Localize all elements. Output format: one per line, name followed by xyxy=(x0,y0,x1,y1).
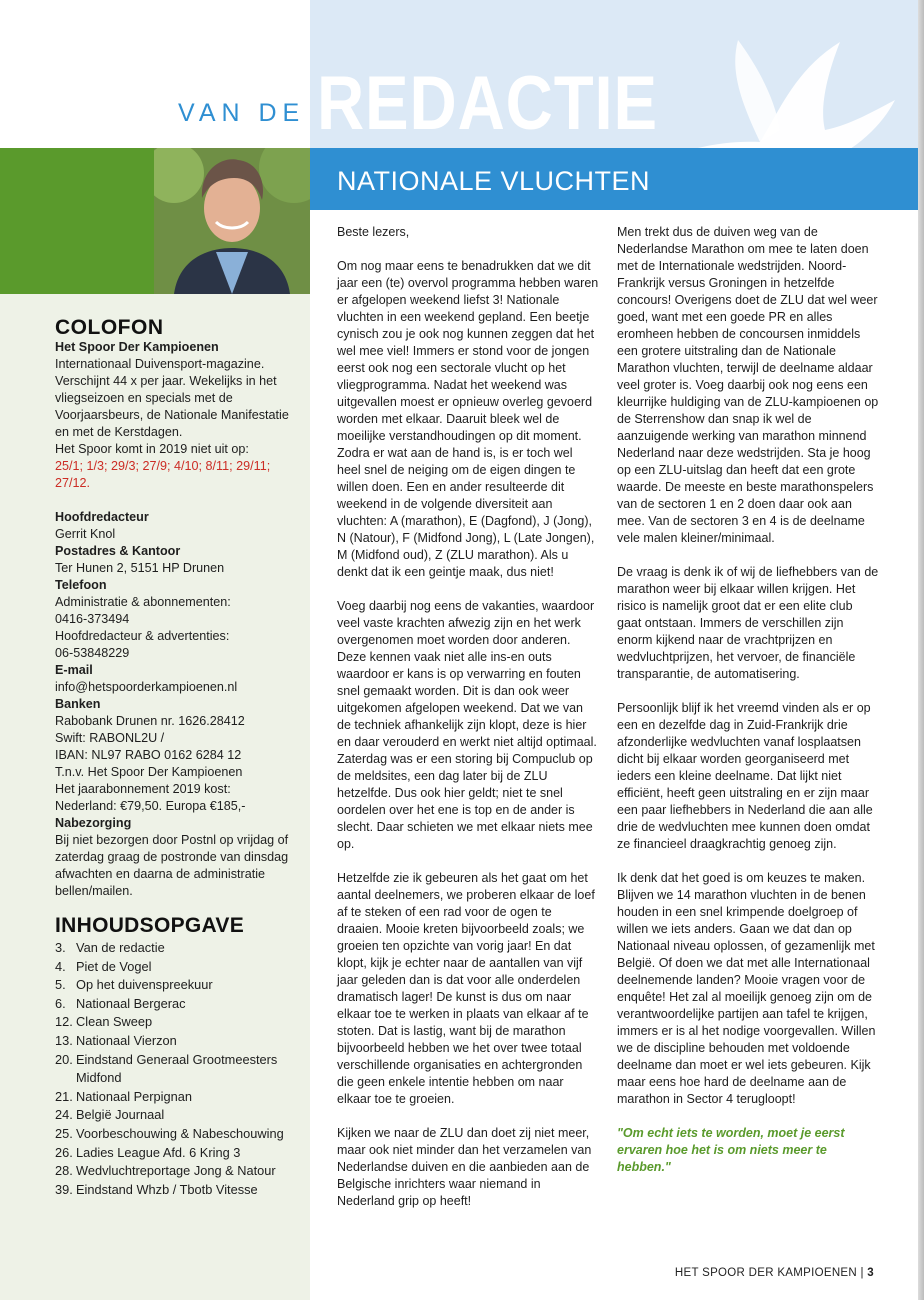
toc-item xyxy=(55,1125,310,1144)
toc-item xyxy=(55,1051,310,1088)
toc-item-number: 13. xyxy=(55,1032,73,1048)
toc-item-title: Nationaal Bergerac xyxy=(76,995,186,1011)
toc-item-number: 21. xyxy=(55,1088,73,1104)
publication-name: Het Spoor Der Kampioenen xyxy=(55,340,219,354)
toc-item-number: 4. xyxy=(55,958,66,974)
toc-item xyxy=(55,995,310,1014)
article-paragraph: Beste lezers, xyxy=(337,225,410,239)
subscription-note: Het jaarabonnement 2019 kost: xyxy=(55,782,231,796)
phone-editor-label: Hoofdredacteur & advertenties: xyxy=(55,629,230,643)
toc-item-number: 26. xyxy=(55,1144,73,1160)
editor-photo xyxy=(154,148,310,294)
article-paragraph: Ik denk dat het goed is om keuzes te maken. Blijven we 14 marathon vluchten in de benen houden in een snel krimpende doelgroep of willen we iets anders. Gaan we dat dan op Nationaal niveau oplossen, of gezamenlijk met België. Of doen we dat met alle Internationaal deelnemende landen? Mooie vragen voor de enquête! Het zal al moeilijk genoeg zijn om de verantwoordelijke partijen aan tafel te krijgen, immers er is al het nodige voorgevallen. Willen we de discipline behouden met voldoende deelname dan moet er wel iets gebeuren. Kijk maar eens hoe hard de deelname aan de marathon in Sector 4 terugloopt! xyxy=(617,871,876,1106)
toc-item xyxy=(55,939,310,958)
toc-item xyxy=(55,976,310,995)
phone-label: Telefoon xyxy=(55,578,107,592)
colofon-title: COLOFON xyxy=(55,316,164,339)
toc-item-title: Eindstand Generaal Grootmeesters Midfond xyxy=(76,1051,278,1086)
article-column-1 xyxy=(337,224,599,1227)
email-label: E-mail xyxy=(55,663,93,677)
email-address[interactable]: info@hetspoorderkampioenen.nl xyxy=(55,680,238,694)
article-column-2 xyxy=(617,224,879,1193)
green-accent-bar xyxy=(0,148,154,294)
subscription-prices: Nederland: €79,50. Europa €185,- xyxy=(55,799,246,813)
toc-item-title: Nationaal Vierzon xyxy=(76,1032,177,1048)
section-title: NATIONALE VLUCHTEN xyxy=(337,166,651,196)
toc-item xyxy=(55,1013,310,1032)
page-footer xyxy=(675,1267,874,1279)
phone-admin-label: Administratie & abonnementen: xyxy=(55,595,231,609)
toc-item xyxy=(55,1144,310,1163)
toc-item-title: Clean Sweep xyxy=(76,1014,153,1030)
toc-item xyxy=(55,1106,310,1125)
magazine-name: HET SPOOR DER KAMPIOENEN xyxy=(674,1267,857,1279)
page-number: 3 xyxy=(867,1267,874,1279)
toc-title: INHOUDSOPGAVE xyxy=(55,914,245,937)
article-paragraph: Kijken we naar de ZLU dan doet zij niet meer, maar ook niet minder dan het verzamelen van Nederlandse duiven en die aanbieden aan de Belgische inrichters waar niemand in Nederland grip op heeft! xyxy=(337,1126,592,1208)
delivery-label: Nabezorging xyxy=(55,816,132,830)
toc-item-number: 5. xyxy=(55,977,66,993)
toc-item-title: Piet de Vogel xyxy=(76,958,152,974)
editor-name: Gerrit Knol xyxy=(55,527,116,541)
column-heading xyxy=(178,61,714,146)
article-paragraph: De vraag is denk ik of wij de liefhebbers van de marathon weer bij elkaar willen krijgen. Het risico is namelijk groot dat er een elite club gaat ontstaan. Immers de verschillen zijn enorm kijkend naar de vrachtprijzen en wedvluchtprijzen, het vervoer, de financiële transparantie, de automatisering. xyxy=(617,565,879,681)
toc-item xyxy=(55,1032,310,1051)
toc-item-title: Op het duivenspreekuur xyxy=(76,977,213,993)
article-paragraph: Om nog maar eens te benadrukken dat we dit jaar een (te) overvol programma hebben waren er afgelopen weekend liefst 3! Nationale vluchten in een weekend gepland. Een beetje cynisch zou je ook nog kunnen zeggen dat het wel mee viel! Immers er stond voor de jongen eerst ook nog een sectorale vlucht op het vliegprogramma. Nadat het weekend was uitgevallen moest er opnieuw overleg gevoerd worden met elkaar. Daaruit bleek wel de moeilijke verstandhoudingen op dit moment. Zodra er wat aan de hand is, is er toch wel heel snel de neiging om de eigen dingen te willen doen. Een en ander resulteerde dit weekend in de volgende diversiteit aan vluchten: A (marathon), E (Dagfond), J (Jong), N (Natour), F (Midfond Jong), L (Late Jongen), M (Midfond oud), Z (ZLU marathon). Als u denkt dat ik een geintje maak, dus niet! xyxy=(337,259,599,579)
article-paragraph: Hetzelfde zie ik gebeuren als het gaat om het aantal deelnemers, we proberen elkaar de loef af te steken of een rad voor de ogen te draaien. Mooie kreten bijvoorbeeld zoals; we groeien ten opzichte van vorig jaar! En dat klopt, kijk je echter naar de aantallen van vijf jaar geleden dan is dat voor alle onderdelen dramatisch lager! De kunst is dus om naar elkaar toe te werken in plaats van elkaar af te stoten. Dat is lastig, want bij de marathon bijvoorbeeld hebben we het over twee totaal verschillende organisaties en achtergronden die geen enkele intentie hebben om naar elkaar toe te groeien. xyxy=(337,871,595,1106)
page-edge xyxy=(918,0,924,1300)
toc-item xyxy=(55,1162,310,1181)
toc-item xyxy=(55,958,310,977)
toc-item-number: 25. xyxy=(55,1125,73,1141)
toc-item-number: 28. xyxy=(55,1163,73,1179)
article-paragraph: Voeg daarbij nog eens de vakanties, waardoor veel vaste krachten afwezig zijn en het werk overgenomen moet worden door anderen. Deze kennen vaak niet alle ins-en outs waardoor er kans is op verwarring en fouten snel gemaakt worden. Dit is dan ook weer uitgekomen afgelopen weekend. Dat we van de techniek afhankelijk zijn klopt, deze is hier en daar verouderd en werkt niet altijd optimaal. Zaterdag was er een storing bij Compuclub op de meldsites, een dag later bij de ZLU hetzelfde. Dus ook hier geldt; niet te snel oordelen over het ene is top en de ander is slecht. Daar schieten we met elkaar niets mee op. xyxy=(337,599,597,851)
no-issue-dates: 25/1; 1/3; 29/3; 27/9; 4/10; 8/11; 29/11; 27/12. xyxy=(55,459,271,490)
toc-item-title: Voorbeschouwing & Nabeschouwing xyxy=(76,1125,284,1141)
heading-title: REDACTIE xyxy=(317,61,659,146)
publication-description: Internationaal Duivensport-magazine. Verschijnt 44 x per jaar. Wekelijks in het vliegseizoen en specials met de Voorjaarsbeurs, de Nationale Manifestatie en met de Kerstdagen. xyxy=(55,357,289,439)
toc-item-title: Eindstand Whzb / Tbotb Vitesse xyxy=(76,1181,258,1197)
bank-account: Rabobank Drunen nr. 1626.28412 xyxy=(55,714,245,728)
account-holder: T.n.v. Het Spoor Der Kampioenen xyxy=(55,765,243,779)
closing-quote: "Om echt iets te worden, moet je eerst ervaren hoe het is om niets meer te hebben." xyxy=(617,1126,845,1174)
article-paragraph: Persoonlijk blijf ik het vreemd vinden als er op een en dezelfde dag in Zuid-Frankrijk drie afzonderlijke wedvluchten vanaf losplaatsen dicht bij elkaar worden georganiseerd met ieders een kleine deelname. Dat lijkt niet efficiënt, heeft geen uitstraling en er zijn maar een paar liefhebbers in Nederland die aan alle drie de wedvluchten mee kunnen doen omdat ze financieel draagkrachtig genoeg zijn. xyxy=(617,701,873,851)
toc-item-number: 20. xyxy=(55,1051,73,1067)
toc-item-title: Van de redactie xyxy=(76,940,165,955)
toc-item-number: 24. xyxy=(55,1107,73,1123)
toc-item-number: 12. xyxy=(55,1014,73,1030)
address-label: Postadres & Kantoor xyxy=(55,544,181,558)
colofon-block xyxy=(55,339,305,900)
iban: IBAN: NL97 RABO 0162 6284 12 xyxy=(55,748,242,762)
toc-item-number: 39. xyxy=(55,1181,73,1197)
delivery-text: Bij niet bezorgen door Postnl op vrijdag of zaterdag graag de postronde van dinsdag afwachten en daarna de administratie bellen/mailen. xyxy=(55,833,289,898)
phone-admin: 0416-373494 xyxy=(55,612,130,626)
toc-item xyxy=(55,1181,310,1200)
editor-label: Hoofdredacteur xyxy=(55,510,149,524)
banks-label: Banken xyxy=(55,697,101,711)
swift-code: Swift: RABONL2U / xyxy=(55,731,165,745)
no-issue-note: Het Spoor komt in 2019 niet uit op: xyxy=(55,442,249,456)
toc-item-title: België Journaal xyxy=(76,1107,165,1123)
toc-item-number: 3. xyxy=(55,940,66,955)
footer-separator: | xyxy=(860,1267,864,1279)
article-paragraph: Men trekt dus de duiven weg van de Nederlandse Marathon om mee te laten doen met de Internationale wedstrijden. Noord-Frankrijk versus Groningen in hetzelfde concours! Overigens doet de ZLU dat wel weer goed, want met een goede PR en alles eromheen hebben de concoursen inmiddels een grotere uitstraling dan de Nationale Marathon vluchten, terwijl de deelname aldaar veel groter is. Voeg daarbij ook nog eens een kleurrijke huldiging van de ZLU-kampioenen op de Sterrenshow dan snap ik wel de aanzuigende werking van marathon minnend Nederland naar deze wedstrijden. Sta je hoog op een ZLU-uitslag dan heeft dat een grote waarde. De meeste en beste marathonspelers van de sectoren 1 en 2 doen daar ook aan mee. Van de sectoren 3 en 4 is de deelname vele malen kleiner/minimaal. xyxy=(617,225,879,545)
toc-item-title: Ladies League Afd. 6 Kring 3 xyxy=(76,1144,241,1160)
phone-editor: 06-53848229 xyxy=(55,646,130,660)
address: Ter Hunen 2, 5151 HP Drunen xyxy=(55,561,225,575)
toc-item xyxy=(55,1088,310,1107)
heading-prefix: VAN DE xyxy=(178,99,306,127)
table-of-contents xyxy=(55,939,310,1199)
toc-item-title: Nationaal Perpignan xyxy=(76,1088,192,1104)
toc-item-number: 6. xyxy=(55,995,66,1011)
toc-item-title: Wedvluchtreportage Jong & Natour xyxy=(76,1163,276,1179)
